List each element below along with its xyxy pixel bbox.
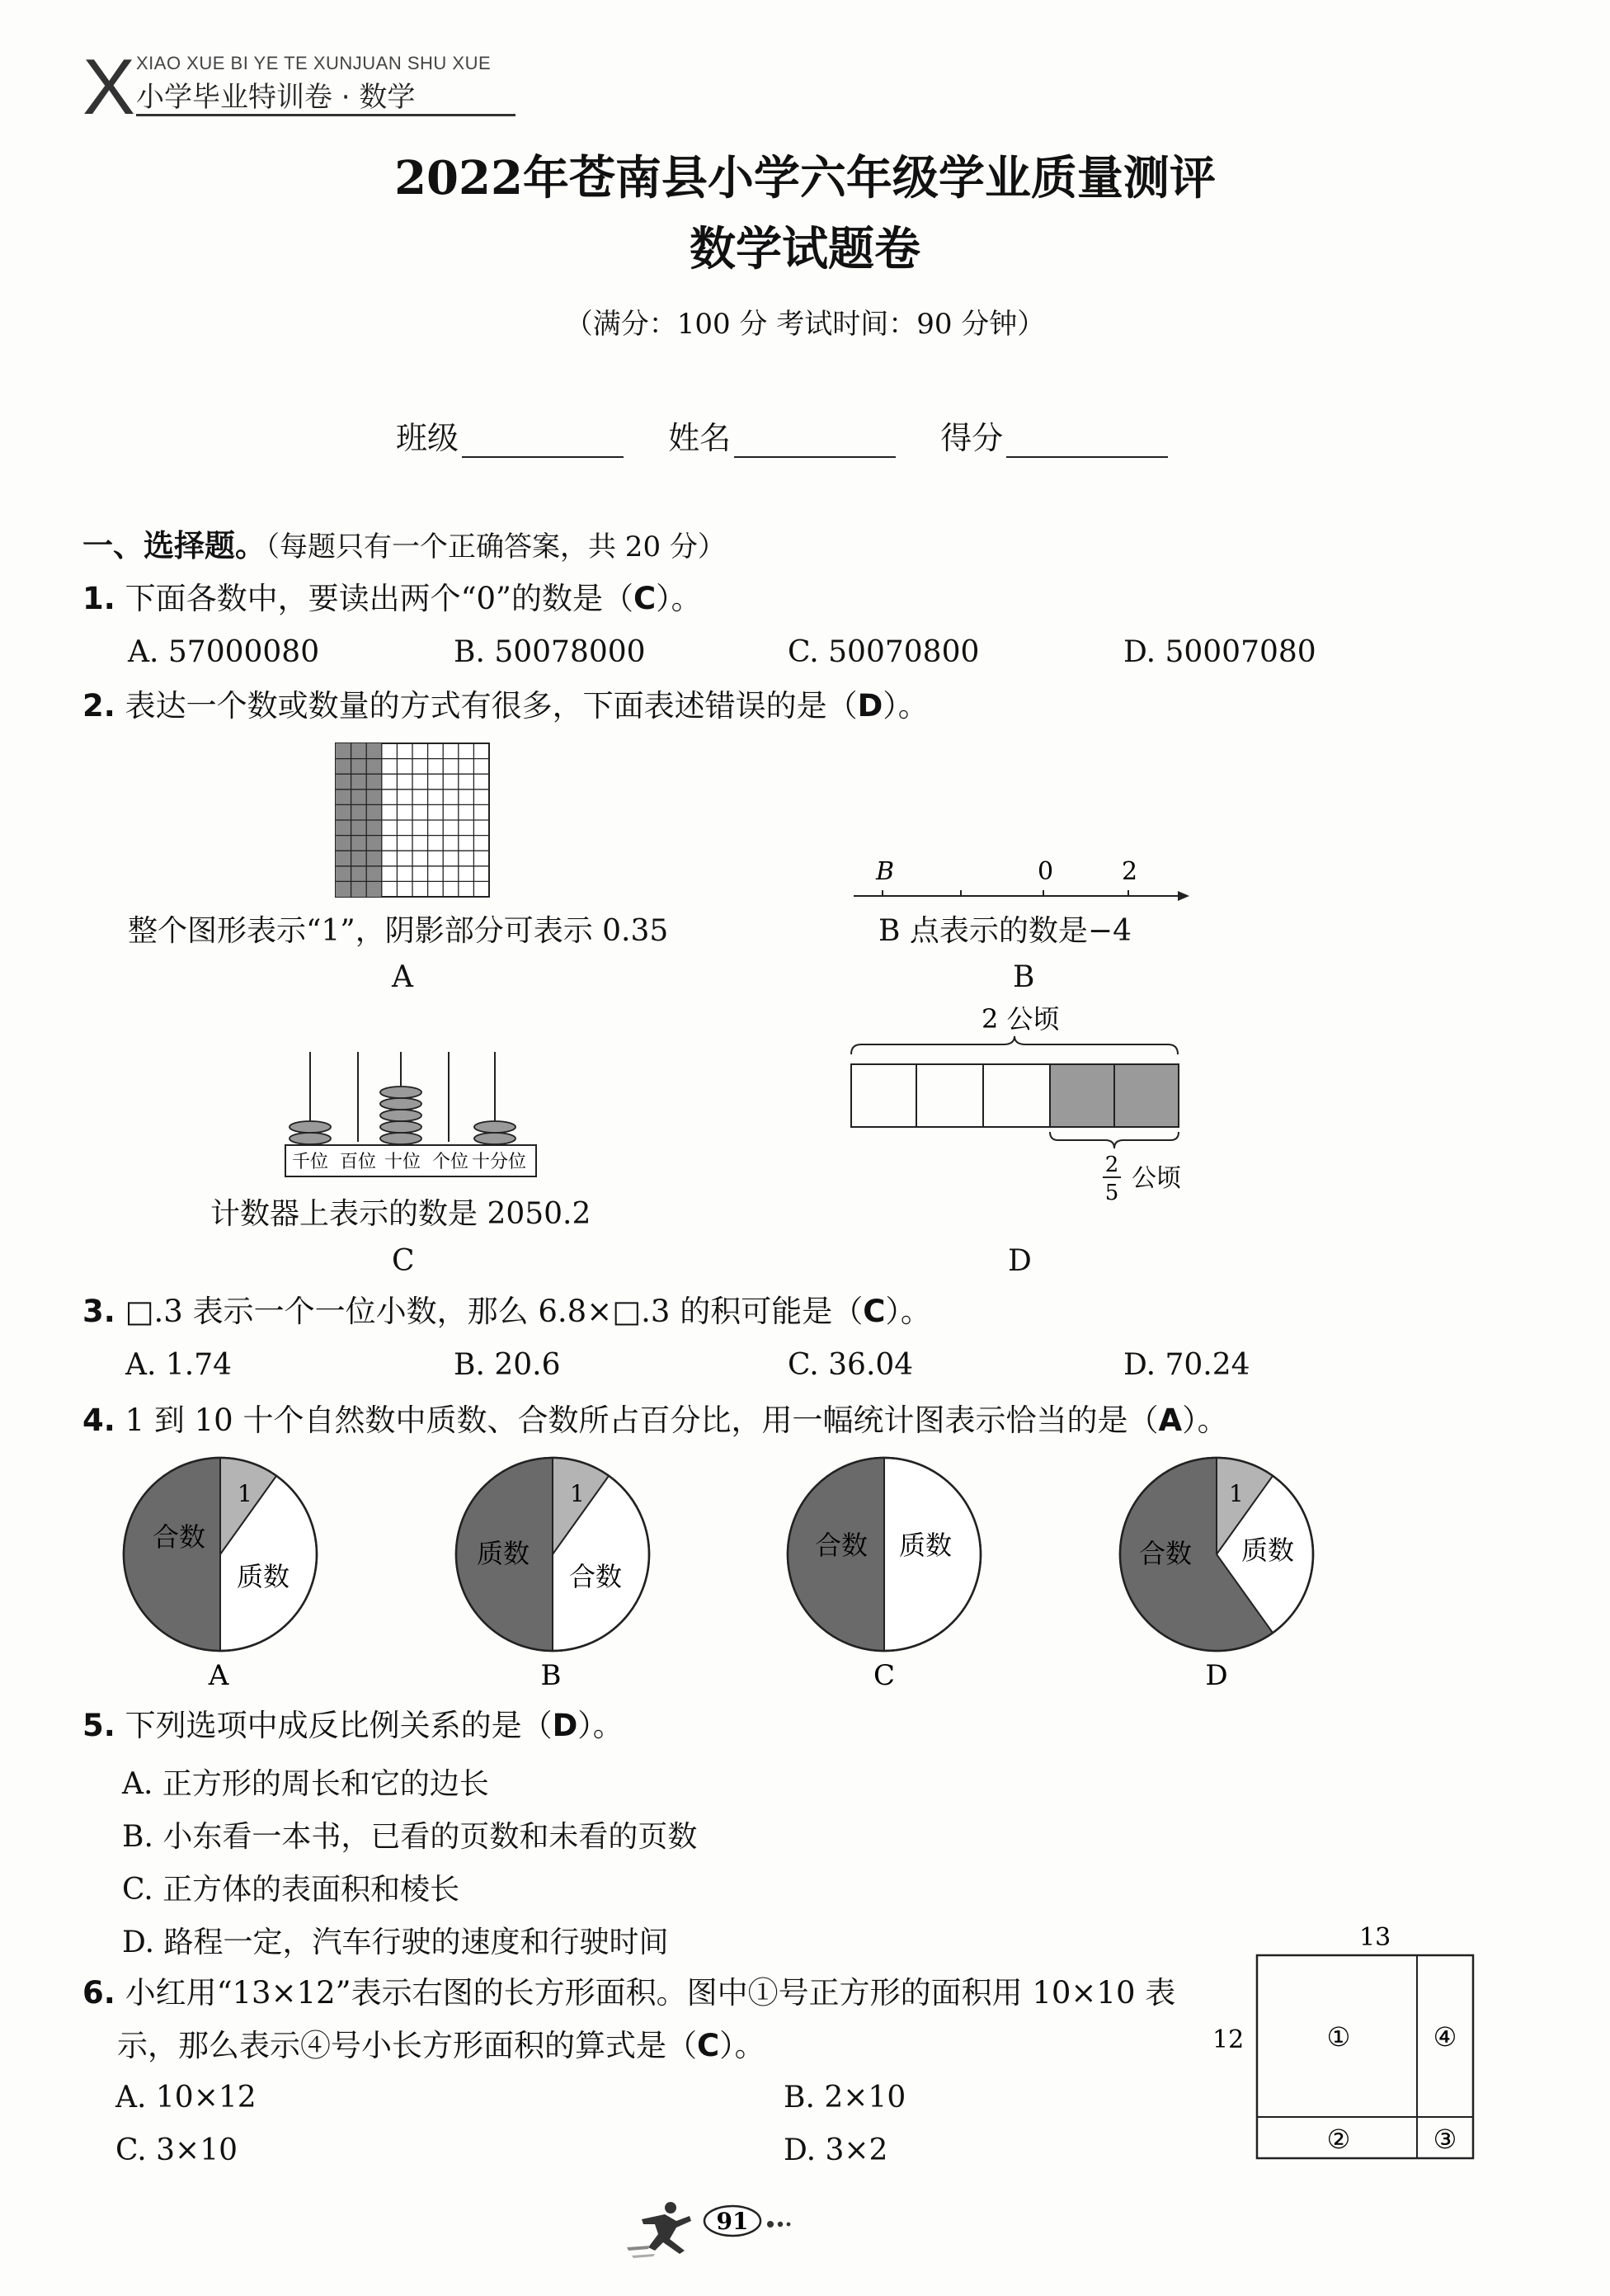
q2-d-label: D (1008, 1244, 1032, 1278)
figure-top-label: 13 (1359, 1923, 1391, 1952)
q1-option-a: A. 57000080 (128, 635, 320, 669)
question-text-end: ）。 (1182, 1403, 1228, 1438)
q3-option-c: C. 36.04 (788, 1348, 914, 1382)
q6-option-b: B. 2×10 (784, 2081, 906, 2114)
question-number: 3. (82, 1294, 115, 1329)
question-1 (82, 581, 702, 617)
question-answer: D (857, 688, 883, 724)
q6-option-c: C. 3×10 (115, 2133, 238, 2167)
q5-option-b: B. 小东看一本书，已看的页数和未看的页数 (122, 1820, 698, 1854)
exam-title: 2022年苍南县小学六年级学业质量测评 (394, 151, 1216, 205)
rectangle-figure (1211, 1914, 1483, 2162)
question-number: 4. (82, 1403, 115, 1438)
pie-a-small-label: 1 (238, 1480, 252, 1507)
name-label: 姓名 (668, 420, 732, 456)
student-fields (396, 413, 1203, 458)
hundred-grid-figure (335, 743, 492, 899)
pie-a-option-label: A (208, 1659, 229, 1692)
fraction-denominator: 5 (1104, 1181, 1119, 1205)
question-answer: C (697, 2028, 720, 2063)
q2-b-label: B (1013, 960, 1035, 994)
abacus-beads (290, 1087, 515, 1144)
point-b-label: B (876, 857, 895, 886)
question-number: 6. (82, 1975, 115, 2011)
question-number: 5. (82, 1708, 115, 1743)
figure-side-label: 12 (1212, 2025, 1245, 2054)
question-text-end: ）。 (719, 2028, 765, 2063)
question-number: 1. (82, 581, 115, 616)
question-text-end: ）。 (883, 688, 929, 724)
pie-c-dark-label: 合数 (815, 1530, 869, 1561)
pie-a-dark-slice (124, 1458, 220, 1651)
class-label: 班级 (396, 420, 459, 456)
question-text-end: ）。 (656, 581, 702, 616)
q3-option-a: A. 1.74 (125, 1348, 233, 1382)
question-text-end: ）。 (577, 1708, 624, 1743)
number-line-figure (850, 850, 1196, 908)
pie-chart-a (120, 1454, 326, 1693)
question-2 (82, 688, 929, 724)
question-answer: A (1158, 1403, 1183, 1438)
place-ones: 个位 (431, 1152, 469, 1172)
fraction-unit: 公顷 (1132, 1164, 1181, 1193)
bottom-brace (1050, 1132, 1179, 1148)
pie-c-light-label: 质数 (899, 1530, 953, 1561)
q2-a-label: A (392, 960, 413, 994)
name-field (668, 413, 896, 458)
header-rule (136, 114, 515, 116)
tick-0-label: 0 (1038, 857, 1054, 886)
region-3-label: ③ (1433, 2124, 1457, 2155)
region-4-label: ④ (1433, 2021, 1457, 2053)
question-6 (82, 1975, 1175, 2011)
number-line-ticks (883, 890, 1128, 896)
section-note: （每题只有一个正确答案，共 20 分） (266, 530, 726, 563)
q3-option-b: B. 20.6 (454, 1348, 561, 1382)
q1-option-b: B. 50078000 (454, 635, 646, 669)
question-text: □.3 表示一个一位小数，那么 6.8×□.3 的积可能是（ (125, 1294, 864, 1329)
pie-c-option-label: C (873, 1659, 896, 1692)
q2-a-caption: 整个图形表示“1”，阴影部分可表示 0.35 (128, 914, 669, 948)
question-answer: C (863, 1294, 886, 1329)
exam-subtitle: 数学试题卷 (690, 222, 920, 276)
question-number: 2. (82, 688, 115, 724)
question-text: 表达一个数或数量的方式有很多，下面表述错误的是（ (125, 688, 858, 724)
page-number: 91 (716, 2208, 749, 2235)
section-heading (82, 528, 726, 565)
question-text: 下面各数中，要读出两个“0”的数是（ (125, 581, 633, 616)
q6-option-d: D. 3×2 (784, 2133, 888, 2167)
question-6-line2 (117, 2028, 765, 2064)
score-field (940, 413, 1168, 458)
series-pinyin: XIAO XUE BI YE TE XUNJUAN SHU XUE (136, 53, 492, 73)
section-title: 一、选择题。 (82, 528, 266, 563)
q6-option-a: A. 10×12 (115, 2081, 257, 2114)
question-4 (82, 1403, 1228, 1439)
area-bar-figure (850, 998, 1196, 1213)
place-hundreds: 百位 (339, 1152, 377, 1172)
exam-info: （满分：100 分 考试时间：90 分钟） (564, 308, 1046, 341)
place-tens: 十位 (384, 1152, 421, 1172)
pie-b-light-label: 合数 (569, 1561, 623, 1592)
place-thousands: 千位 (291, 1152, 329, 1172)
q3-option-d: D. 70.24 (1123, 1348, 1250, 1382)
score-label: 得分 (940, 420, 1004, 456)
q1-option-c: C. 50070800 (788, 635, 980, 669)
q2-c-caption: 计数器上表示的数是 2050.2 (210, 1197, 591, 1231)
q2-b-caption: B 点表示的数是−4 (878, 914, 1132, 948)
question-answer: C (633, 581, 657, 616)
abacus-place-labels (292, 1152, 526, 1172)
pie-a-light-label: 质数 (237, 1561, 290, 1592)
series-title: 小学毕业特训卷 · 数学 (136, 81, 416, 114)
pie-chart-c (784, 1454, 990, 1693)
region-1-label: ① (1326, 2021, 1351, 2053)
area-total-label: 2 公顷 (982, 1003, 1060, 1035)
q2-c-label: C (392, 1244, 415, 1278)
name-blank[interactable] (734, 423, 896, 458)
question-5 (82, 1708, 624, 1744)
q1-option-d: D. 50007080 (1123, 635, 1316, 669)
q5-option-a: A. 正方形的周长和它的边长 (122, 1767, 489, 1801)
question-answer: D (552, 1708, 578, 1743)
footer-dots (767, 2221, 790, 2228)
question-text: 1 到 10 十个自然数中质数、合数所占百分比，用一幅统计图表示恰当的是（ (125, 1403, 1159, 1438)
fraction-numerator: 2 (1104, 1153, 1119, 1177)
pie-b-dark-label: 质数 (477, 1538, 530, 1569)
abacus-figure (279, 1048, 543, 1188)
question-text: 示，那么表示④号小长方形面积的算式是（ (117, 2028, 697, 2063)
pie-d-light-label: 质数 (1241, 1535, 1295, 1566)
pie-d-option-label: D (1205, 1659, 1228, 1692)
tick-2-label: 2 (1122, 857, 1138, 886)
region-2-label: ② (1326, 2124, 1351, 2155)
q5-option-d: D. 路程一定，汽车行驶的速度和行驶时间 (122, 1926, 669, 1959)
pie-d-small-label: 1 (1229, 1480, 1244, 1507)
pie-b-small-label: 1 (570, 1480, 585, 1507)
page-footer (625, 2196, 815, 2262)
pie-d-dark-label: 合数 (1139, 1538, 1193, 1569)
logo-letter: X (82, 43, 136, 131)
place-tenths: 十分位 (471, 1152, 527, 1172)
pie-b-option-label: B (540, 1659, 562, 1692)
question-text-end: ）。 (885, 1294, 931, 1329)
class-field (396, 413, 624, 458)
question-3 (82, 1294, 931, 1330)
number-line-arrow (1178, 891, 1189, 901)
pie-chart-d (1116, 1454, 1322, 1693)
score-blank[interactable] (1006, 423, 1168, 458)
pie-a-dark-label: 合数 (153, 1521, 206, 1553)
runner-icon (627, 2202, 691, 2258)
question-text: 下列选项中成反比例关系的是（ (125, 1708, 553, 1743)
top-brace (851, 1036, 1178, 1054)
pie-chart-b (452, 1454, 658, 1693)
class-blank[interactable] (462, 423, 624, 458)
q5-option-c: C. 正方体的表面积和棱长 (122, 1873, 460, 1907)
question-text: 小红用“13×12”表示右图的长方形面积。图中①号正方形的面积用 10×10 表 (125, 1975, 1176, 2011)
